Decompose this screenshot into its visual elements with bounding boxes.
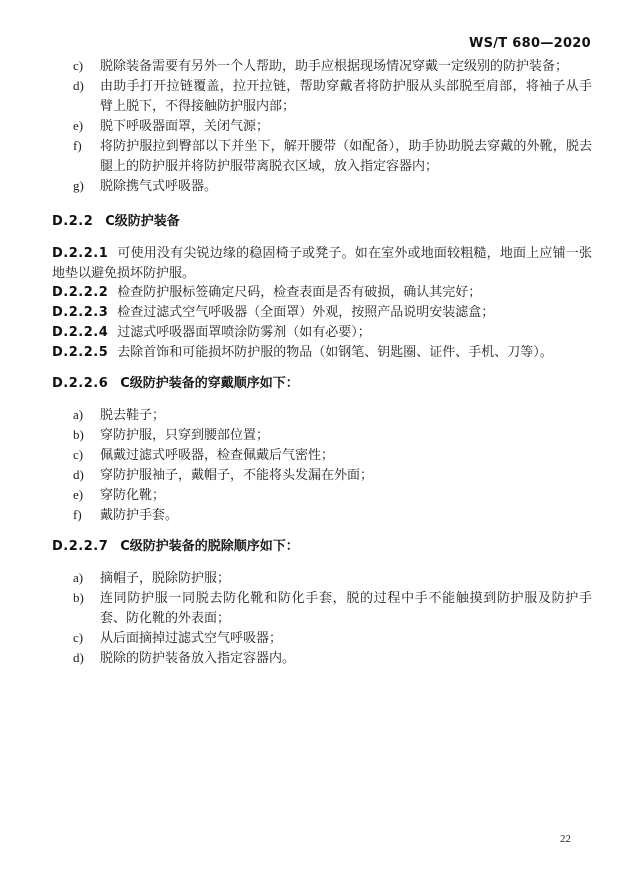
list-item-text: 脱下呼吸器面罩，关闭气源；: [100, 118, 270, 133]
clause-number: D.2.2.4: [52, 325, 109, 340]
clause-block: [52, 243, 592, 362]
list-item: [52, 56, 592, 76]
list-item-text: 连同防护服一同脱去防化靴和防化手套，脱的过程中手不能触摸到防护服及防护手套、防化靴的外表面；: [100, 590, 592, 625]
section-heading-d22: [52, 212, 592, 232]
list-item-text: 将防护服拉到臀部以下并坐下，解开腰带（如配备），助手协助脱去穿戴的外靴，脱去腿上的防护服并将防护服带离脱衣区域，放入指定容器内；: [100, 138, 592, 173]
list-item-label: a): [73, 570, 84, 585]
list-item-text: 从后面摘掉过滤式空气呼吸器；: [100, 630, 283, 645]
section-number: D.2.2: [52, 214, 94, 229]
list-item-text: 脱去鞋子；: [100, 407, 166, 422]
clause: [52, 243, 592, 282]
list-item: [52, 445, 592, 465]
list-item: [52, 505, 592, 525]
clause-text: 可使用没有尖锐边缘的稳固椅子或凳子。如在室外或地面较粗糙，地面上应铺一张地垫以避免损坏防护服。: [52, 245, 592, 280]
list-item-text: 佩戴过滤式呼吸器，检查佩戴后气密性；: [100, 447, 335, 462]
list-item-label: b): [73, 427, 84, 442]
clause: [52, 302, 592, 322]
doffing-order-list: [52, 568, 592, 668]
list-item: [52, 568, 592, 588]
list-item-label: c): [73, 630, 84, 645]
list-item: [52, 405, 592, 425]
list-item-label: c): [73, 447, 84, 462]
clause-text: 去除首饰和可能损坏防护服的物品（如钢笔、钥匙圈、证件、手机、刀等）。: [117, 344, 553, 359]
list-item-label: c): [73, 58, 84, 73]
page-content: [52, 56, 592, 668]
list-item-text: 穿防护服，只穿到腰部位置；: [100, 427, 270, 442]
donning-order-list: [52, 405, 592, 525]
doc-number: WS/T 680—2020: [468, 36, 591, 51]
list-item: [52, 465, 592, 485]
section-number: D.2.2.6: [52, 376, 109, 391]
list-item-text: 脱除携气式呼吸器。: [100, 178, 218, 193]
list-item-text: 由助手打开拉链覆盖，拉开拉链，帮助穿戴者将防护服从头部脱至肩部，将袖子从手臂上脱下，不得接触防护服内部；: [100, 78, 592, 113]
clause-number: D.2.2.1: [52, 246, 109, 261]
clause-text: 检查防护服标签确定尺码，检查表面是否有破损，确认其完好；: [117, 284, 482, 299]
section-heading-d227: [52, 537, 592, 557]
list-item-label: f): [73, 138, 82, 153]
section-title: C级防护装备的穿戴顺序如下：: [120, 376, 299, 391]
list-item-label: g): [73, 178, 84, 193]
list-item: [52, 588, 592, 628]
section-heading-d226: [52, 374, 592, 394]
section-title: C级防护装备: [105, 214, 180, 229]
clause: [52, 322, 592, 342]
list-item-label: e): [73, 487, 84, 502]
list-item-label: b): [73, 590, 84, 605]
clause-text: 过滤式呼吸器面罩喷涂防雾剂（如有必要）；: [117, 324, 371, 339]
section-title: C级防护装备的脱除顺序如下：: [120, 539, 299, 554]
list-item-label: f): [73, 507, 82, 522]
clause: [52, 342, 592, 362]
list-item: [52, 116, 592, 136]
list-item: [52, 76, 592, 116]
clause-number: D.2.2.2: [52, 285, 109, 300]
list-item-text: 脱除装备需要有另外一个人帮助，助手应根据现场情况穿戴一定级别的防护装备；: [100, 58, 569, 73]
doffing-b-level-list: [52, 56, 592, 196]
list-item-text: 摘帽子，脱除防护服；: [100, 570, 231, 585]
page-number: 22: [560, 833, 571, 845]
list-item-label: e): [73, 118, 84, 133]
list-item-label: a): [73, 407, 84, 422]
list-item-text: 穿防护服袖子，戴帽子，不能将头发漏在外面；: [100, 467, 374, 482]
list-item-text: 穿防化靴；: [100, 487, 166, 502]
list-item: [52, 425, 592, 445]
list-item-label: d): [73, 650, 84, 665]
list-item: [52, 648, 592, 668]
list-item-text: 脱除的防护装备放入指定容器内。: [100, 650, 296, 665]
list-item-label: d): [73, 467, 84, 482]
list-item: [52, 628, 592, 648]
list-item-label: d): [73, 78, 84, 93]
list-item: [52, 176, 592, 196]
clause-number: D.2.2.3: [52, 305, 109, 320]
clause-number: D.2.2.5: [52, 345, 109, 360]
list-item: [52, 485, 592, 505]
list-item-text: 戴防护手套。: [100, 507, 179, 522]
clause: [52, 282, 592, 302]
clause-text: 检查过滤式空气呼吸器（全面罩）外观，按照产品说明安装滤盒；: [117, 304, 495, 319]
list-item: [52, 136, 592, 176]
section-number: D.2.2.7: [52, 539, 109, 554]
